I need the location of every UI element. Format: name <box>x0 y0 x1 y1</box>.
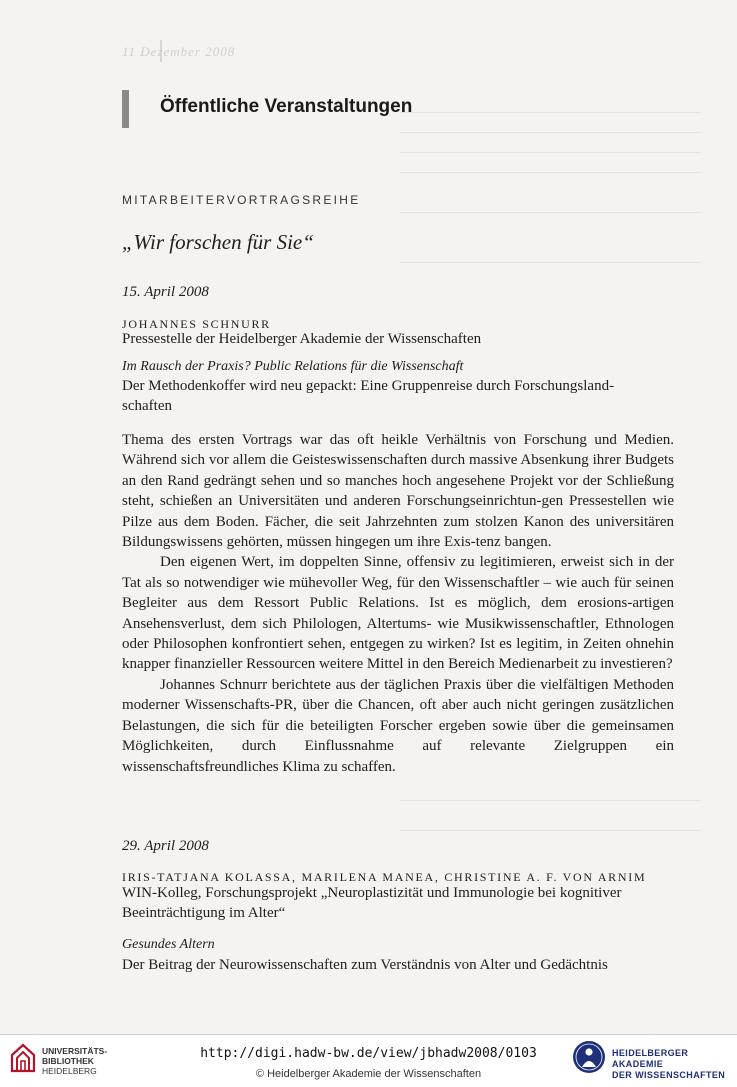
series-title: „Wir forschen für Sie“ <box>122 230 314 254</box>
talk-2-speaker: IRIS-TATJANA KOLASSA, MARILENA MANEA, CHRISTINE A. F. VON ARNIM <box>122 870 647 884</box>
talk-2-subtitle: Der Beitrag der Neurowissenschaften zum Verständnis von Alter und Gedächtnis <box>122 957 608 973</box>
bleed-through-line <box>400 212 700 213</box>
talk-1-date: 15. April 2008 <box>122 284 209 300</box>
talk-2-date: 29. April 2008 <box>122 838 209 854</box>
bleed-through-line <box>400 830 700 831</box>
bleed-through-line <box>400 132 700 133</box>
permalink-url[interactable]: http://digi.hadw-bw.de/view/jbhadw2008/0103 <box>200 1046 537 1061</box>
talk-2-affiliation-line-2: Beeinträchtigung im Alter“ <box>122 905 286 921</box>
academy-logo-text <box>612 1048 737 1081</box>
series-label: MITARBEITERVORTRAGSREIHE <box>122 193 361 207</box>
talk-2-affiliation-line-1: WIN-Kolleg, Forschungsprojekt „Neuroplastizität und Immunologie bei kognitiver <box>122 885 622 901</box>
talk-1-subtitle-line-1: Der Methodenkoffer wird neu gepackt: Eine Gruppenreise durch Forschungsland- <box>122 378 615 394</box>
bleed-through-line <box>400 152 700 153</box>
academy-seal-icon <box>572 1040 606 1074</box>
bleed-through-line <box>400 172 700 173</box>
ub-logo-line: BIBLIOTHEK <box>42 1056 94 1066</box>
section-title-bar <box>122 90 129 128</box>
talk-1-paragraph-3: Johannes Schnurr berichtete aus der täglichen Praxis über die vielfältigen Methoden moderner Wissenschafts-PR, über die Chancen, oft aber auch nicht geringen zusätzlichen Belastungen, die sich für die beteiligten Forscher ergeben sowie über die gemeinsamen Möglichkeiten, durch Einflussnahme auf relevante Zielgruppen ein wissenschaftsfreundliches Klima zu schaffen. <box>122 676 674 775</box>
academy-logo-line: HEIDELBERGER AKADEMIE <box>612 1048 689 1069</box>
bleed-through-line <box>400 112 700 113</box>
bleed-through-line <box>400 262 700 263</box>
talk-1-paragraph-1: Thema des ersten Vortrags war das oft heikle Verhältnis von Forschung und Medien. Während sich vor allem die Geisteswissenschaften durch massive Absenkung ihrer Budgets an den Rand gedrängt sehen und so manches hoch angesehene Projekt vor der Schließung steht, schießen an Universitäten und anderen Forschungseinrichtun-gen Pressestellen wie Pilze aus dem Boden. Fächer, die seit Jahrzehnten zum stolzen Kanon des universitären Bildungswissens gehörten, müssen hingegen um ihre Exis-tenz bangen. <box>122 432 674 551</box>
bleed-through-header: 11 Dezember 2008 <box>122 44 236 59</box>
talk-1-paragraph-2: Den eigenen Wert, im doppelten Sinne, offensiv zu legitimieren, erweist sich in der Tat als so notwendiger wie mühevoller Weg, für den Wissenschaftler – wie auch für seinen Begleiter aus dem Ressort Public Relations. Ist es möglich, dem erosions-artigen Ansehensverlust, dem sich Philologen, Altertums- wie Musikwissenschaftler, Ethnologen oder Philosophen konfrontiert sehen, entgegen zu wirken? Ist es legitim, in Zeiten ohnehin knapper finanzieller Ressourcen weitere Mittel in den Bereich Medienarbeit zu investieren? <box>122 554 674 673</box>
ub-logo-line: HEIDELBERG <box>42 1066 97 1076</box>
talk-1-title: Im Rausch der Praxis? Public Relations für die Wissenschaft <box>122 359 464 374</box>
talk-2-title: Gesundes Altern <box>122 937 215 952</box>
talk-1-body <box>122 430 674 777</box>
talk-1-affiliation: Pressestelle der Heidelberger Akademie der Wissenschaften <box>122 331 482 347</box>
talk-1-speaker: JOHANNES SCHNURR <box>122 317 271 331</box>
academy-logo-line: DER WISSENSCHAFTEN <box>612 1070 726 1080</box>
talk-1-subtitle-line-2: schaften <box>122 398 172 414</box>
ub-logo-line: UNIVERSITÄTS- <box>42 1046 108 1056</box>
copyright-notice: © Heidelberger Akademie der Wissenschaften <box>255 1068 482 1080</box>
bleed-through-line <box>400 800 700 801</box>
section-title: Öffentliche Veranstaltungen <box>160 96 413 117</box>
